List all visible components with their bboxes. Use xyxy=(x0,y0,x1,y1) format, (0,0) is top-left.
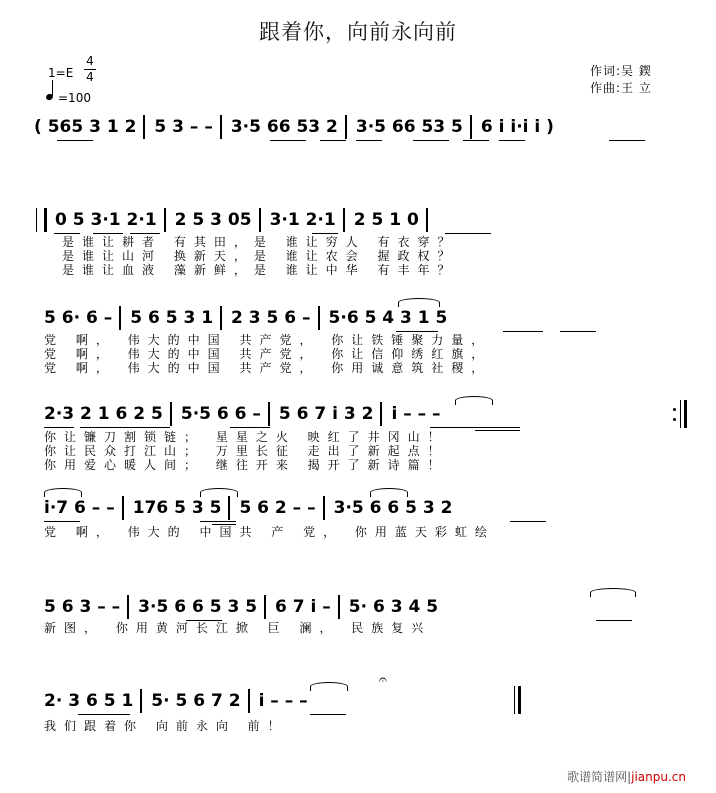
measure: 3·5 6 6 5 3 5 xyxy=(138,597,258,617)
measure: 5 6 5 3 1 xyxy=(130,308,214,328)
measure: 5· 5 6 7 2 xyxy=(151,691,241,711)
watermark-text: 歌谱简谱网 xyxy=(567,770,628,784)
lyric-verse-2: 党 啊， 伟大的中国 共产党， 你让信仰绣红旗， xyxy=(44,347,492,361)
lyric-verse-1: 是谁让耕者 有其田，是 谁让穷人 有衣穿？ xyxy=(62,235,458,249)
lyric-verse-2: 你让民众打江山； 万里长征 走出了新起点！ xyxy=(44,444,448,458)
lyric-verse-3: 你用爱心暖人间； 继往开来 揭开了新诗篇！ xyxy=(44,458,448,472)
lyric-verse-3: 是谁让血液 藻新鲜，是 谁让中华 有丰年？ xyxy=(62,263,458,277)
measure: 0 5 3·1 2·1 xyxy=(55,210,157,230)
measure: ( 565 3 1 2 xyxy=(34,117,137,137)
measure: 5 6 7 i 3 2 xyxy=(278,404,374,424)
staff-system-6 xyxy=(0,596,716,618)
lyric-line: 新图， 你用黄河长江掀 巨 澜， 民族复兴 xyxy=(44,621,432,635)
lyric-verse-2: 是谁让山河 换新天，是 谁让农会 握政权？ xyxy=(62,249,458,263)
measure: 2 5 1 0 xyxy=(353,210,419,230)
measure: 176 5 3 5 xyxy=(132,498,222,518)
measure: 3·1 2·1 xyxy=(269,210,336,230)
staff-system-2 xyxy=(0,209,716,231)
key-signature: 1=E xyxy=(48,66,74,80)
fermata-icon: 𝄐 xyxy=(379,672,387,688)
measure: 2· 3 6 5 1 xyxy=(44,691,134,711)
watermark: 歌谱简谱网|jianpu.cn xyxy=(567,770,686,784)
measure: 3·5 6 6 5 3 2 xyxy=(333,498,453,518)
quarter-note-head-icon xyxy=(45,93,54,101)
staff-system-7 xyxy=(0,690,716,712)
measure: 5· 6 3 4 5 xyxy=(348,597,439,617)
composer-credit: 作曲:王 立 xyxy=(590,81,652,95)
measure: 5·6 5 4 3 1 5 xyxy=(328,308,448,328)
lyric-line: 党 啊， 伟大的 中国共 产 党， 你用蓝天彩虹绘 xyxy=(44,525,495,539)
measure: 6 7 i – xyxy=(275,597,331,617)
watermark-domain: jianpu.cn xyxy=(631,770,686,784)
time-signature xyxy=(82,54,98,85)
measure: 5 6 3 – – xyxy=(44,597,121,617)
measure: 3·5 66 53 5 xyxy=(355,117,463,137)
time-top: 4 xyxy=(86,54,94,68)
measure: i – – – xyxy=(391,404,441,424)
measure: 2·3 2 1 6 2 5 xyxy=(44,404,163,424)
time-bottom: 4 xyxy=(86,70,94,84)
measure: 2 5 3 05 xyxy=(174,210,252,230)
lyric-verse-1: 党 啊， 伟大的中国 共产党， 你让铁锤聚力量， xyxy=(44,333,492,347)
measure: 3·5 66 53 2 xyxy=(230,117,338,137)
measure: 5·5 6 6 – xyxy=(180,404,261,424)
lyricist-credit: 作词:吴 鍥 xyxy=(590,64,652,78)
tempo-mark: =100 xyxy=(58,91,91,105)
page-title: 跟着你，向前永向前 xyxy=(259,20,457,44)
staff-system-3 xyxy=(0,307,716,329)
lyric-verse-1: 你让镰刀割锁链； 星星之火 映红了井冈山！ xyxy=(44,430,448,444)
staff-system-4 xyxy=(0,403,716,425)
measure: 6 i i·i i ) xyxy=(480,117,554,137)
measure: i – – – xyxy=(258,691,308,711)
measure: 2 3 5 6 – xyxy=(231,308,311,328)
lyric-line: 我们跟着你 向前永向 前！ xyxy=(44,719,288,733)
measure: 5 6 2 – – xyxy=(239,498,316,518)
measure: i·7 6 – – xyxy=(44,498,115,518)
measure: 5 6· 6 – xyxy=(44,308,113,328)
staff-system-1 xyxy=(0,116,716,138)
staff-system-5 xyxy=(0,497,716,519)
lyric-verse-3: 党 啊， 伟大的中国 共产党， 你用诚意筑社稷， xyxy=(44,361,492,375)
quarter-note-icon xyxy=(52,80,53,96)
measure: 5 3 – – xyxy=(154,117,213,137)
